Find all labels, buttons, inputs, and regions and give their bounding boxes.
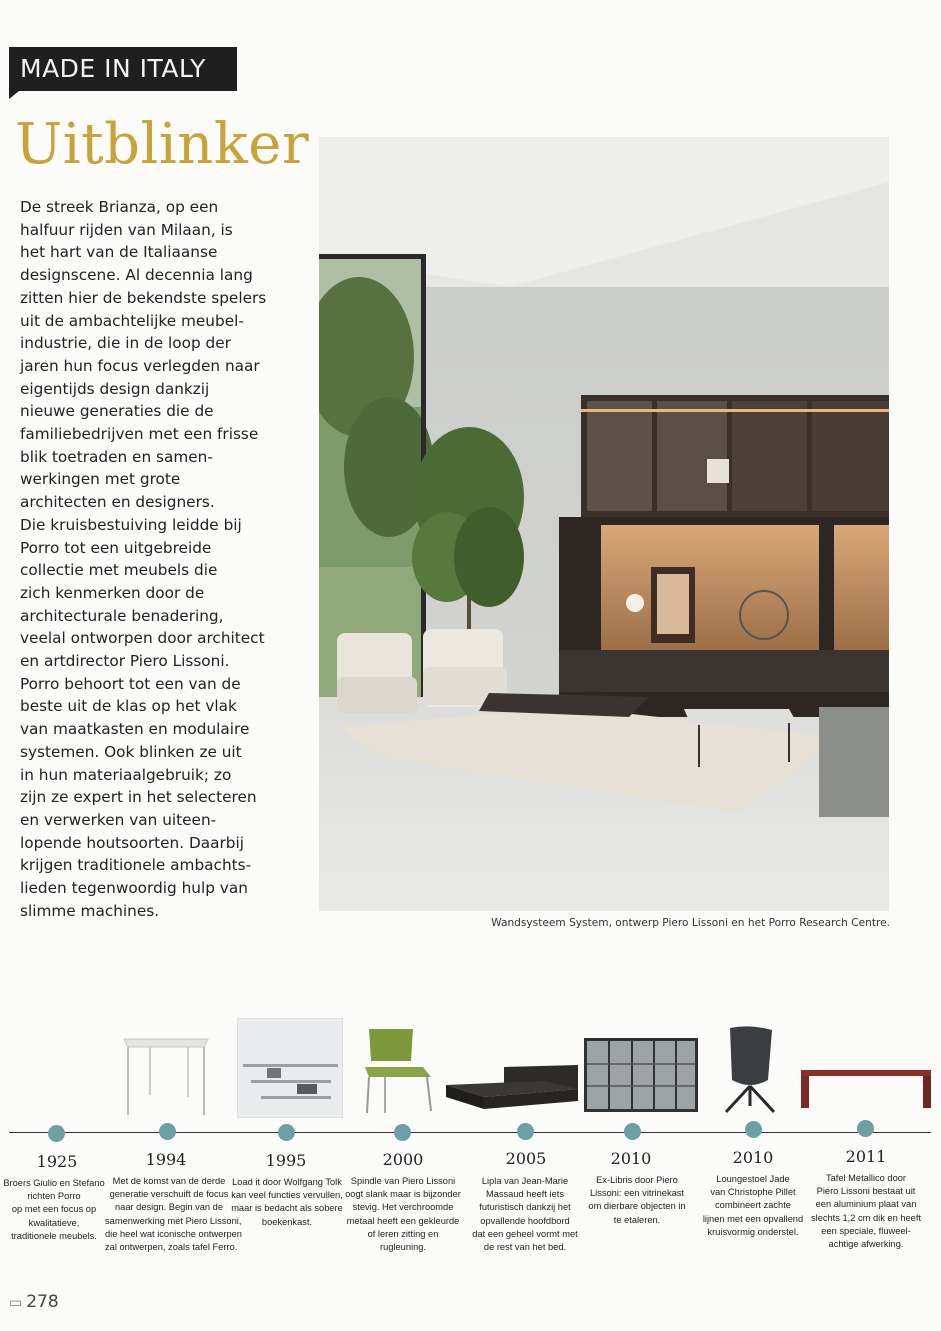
- interior-photo: [319, 137, 889, 911]
- timeline-desc-line: stevig. Het verchroomde: [352, 1202, 454, 1213]
- timeline-description: [802, 1172, 930, 1251]
- timeline-description: [0, 1177, 118, 1243]
- timeline-desc-line: slechts 1,2 cm dik en heeft: [810, 1212, 922, 1223]
- body-line: Die kruisbestuiving leidde bij: [20, 515, 242, 534]
- timeline-desc-line: richten Porro: [27, 1191, 81, 1202]
- body-line: architecturale benadering,: [20, 606, 224, 625]
- timeline-dot: [857, 1120, 874, 1137]
- timeline-year: 1925: [36, 1152, 78, 1171]
- timeline-year: 1994: [145, 1150, 187, 1169]
- timeline-desc-line: oogt slank maar is bijzonder: [345, 1189, 461, 1200]
- timeline-description: [461, 1175, 589, 1254]
- page-number: 278: [26, 1292, 59, 1312]
- timeline-desc-line: zal ontwerpen, zoals tafel Ferro.: [105, 1242, 238, 1253]
- body-line: systemen. Ook blinken ze uit: [20, 742, 242, 761]
- timeline-desc-line: metaal heeft een gekleurde: [346, 1215, 460, 1226]
- page-footer: [9, 1292, 59, 1312]
- body-line: jaren hun focus verlegden naar: [20, 356, 260, 375]
- timeline-desc-line: rugleuning.: [379, 1242, 426, 1253]
- timeline-desc-line: Load it door Wolfgang Tolk: [232, 1177, 342, 1187]
- timeline-desc-line: Piero Lissoni bestaat uit: [816, 1186, 916, 1197]
- body-line: beste uit de klas op het vlak: [20, 697, 237, 716]
- timeline-desc-line: een aluminium plaat van: [815, 1199, 917, 1210]
- timeline-desc-line: Lipla van Jean-Marie: [481, 1176, 569, 1186]
- body-line: slimme machines.: [20, 901, 160, 920]
- timeline-dot: [517, 1123, 534, 1140]
- timeline-desc-line: van Christophe Pillet: [710, 1187, 796, 1198]
- timeline-description: [339, 1175, 467, 1254]
- timeline-desc-line: opvallende hoofdbord: [480, 1215, 570, 1226]
- timeline-desc-line: of leren zitting en: [367, 1228, 439, 1239]
- timeline-desc-line: Massaud heeft iets: [485, 1189, 565, 1200]
- article-title: Uitblinker: [15, 112, 310, 177]
- body-line: designscene. Al decennia lang: [20, 266, 253, 285]
- timeline-dot: [394, 1124, 411, 1141]
- timeline-desc-line: traditionele meubels.: [11, 1230, 97, 1241]
- timeline-dot: [48, 1125, 65, 1142]
- timeline-desc-line: Tafel Metallico door: [825, 1173, 907, 1183]
- timeline-desc-line: maar is bedacht als sobere: [231, 1203, 343, 1214]
- timeline-desc-line: combineert zachte: [715, 1200, 791, 1211]
- timeline-dot: [624, 1123, 641, 1140]
- body-line: architecten en designers.: [20, 493, 215, 512]
- timeline-desc-line: de rest van het bed.: [483, 1242, 567, 1253]
- timeline-desc-line: generatie verschuift de focus: [109, 1189, 229, 1200]
- timeline-year: 2010: [732, 1148, 774, 1167]
- timeline-desc-line: te etaleren.: [613, 1214, 661, 1225]
- timeline-description: [105, 1175, 242, 1254]
- timeline-dot: [278, 1124, 295, 1141]
- body-line: zitten hier de bekendste spelers: [20, 288, 267, 307]
- timeline-description: [689, 1173, 817, 1239]
- timeline-axis: [9, 1132, 931, 1133]
- body-line: en artdirector Piero Lissoni.: [20, 652, 230, 671]
- body-line: eigentijds design dankzij: [20, 379, 210, 398]
- timeline-desc-line: kruisvormig onderstel.: [707, 1226, 799, 1237]
- timeline-desc-line: boekenkast.: [261, 1216, 313, 1227]
- timeline-desc-line: Lissoni: een vitrinekast: [589, 1188, 685, 1199]
- body-line: werkingen met grote: [20, 470, 181, 489]
- body-line: lieden tegenwoordig hulp van: [20, 879, 248, 898]
- timeline-desc-line: Met de komst van de derde: [112, 1176, 226, 1186]
- timeline-desc-line: samenwerking met Piero Lissoni,: [105, 1215, 242, 1226]
- body-line: zich kenmerken door de: [20, 583, 205, 602]
- timeline-desc-line: Loungestoel Jade: [716, 1174, 790, 1184]
- article-body: [20, 196, 310, 923]
- timeline-desc-line: kwalitatieve,: [28, 1217, 80, 1228]
- body-line: industrie, die in de loop der: [20, 334, 231, 353]
- body-line: veelal ontworpen door architect: [20, 629, 265, 648]
- timeline-desc-line: Ex-Libris door Piero: [596, 1175, 678, 1185]
- magazine-logo-icon: ▭: [9, 1295, 23, 1311]
- table-ferro-image: [120, 1025, 212, 1117]
- timeline-desc-line: om dierbare objecten in: [588, 1201, 686, 1212]
- body-line: lopende houtsoorten. Daarbij: [20, 833, 244, 852]
- body-line: van maatkasten en modulaire: [20, 720, 250, 739]
- interior-illustration: [319, 137, 889, 911]
- body-line: in hun materiaalgebruik; zo: [20, 765, 232, 784]
- timeline-description: [223, 1176, 351, 1229]
- body-line: nieuwe generaties die de: [20, 402, 214, 421]
- timeline-dot: [745, 1121, 762, 1138]
- timeline-year: 2011: [845, 1147, 887, 1166]
- body-line: De streek Brianza, op een: [20, 198, 219, 216]
- body-line: familiebedrijven met een frisse: [20, 425, 259, 444]
- timeline-desc-line: op met een focus op: [11, 1204, 97, 1215]
- timeline-desc-line: futuristisch dankzij het: [479, 1202, 571, 1213]
- timeline-year: 2005: [505, 1149, 547, 1168]
- timeline-desc-line: kan veel functies vervullen,: [231, 1190, 343, 1201]
- timeline-desc-line: achtige afwerking.: [828, 1239, 904, 1250]
- body-line: het hart van de Italiaanse: [20, 243, 218, 262]
- timeline-year: 1995: [265, 1151, 307, 1170]
- body-line: en verwerken van uiteen-: [20, 810, 217, 829]
- timeline-desc-line: een speciale, fluweel-: [821, 1225, 911, 1236]
- body-line: blik toetraden en samen-: [20, 447, 213, 466]
- timeline-desc-line: die heel wat iconische ontwerpen: [105, 1228, 242, 1239]
- timeline-description: [573, 1174, 701, 1227]
- timeline-year: 2010: [610, 1149, 652, 1168]
- timeline-desc-line: Broers Giulio en Stefano: [3, 1178, 105, 1188]
- body-line: zijn ze expert in het selecteren: [20, 788, 257, 807]
- timeline-desc-line: naar design. Begin van de: [114, 1202, 224, 1213]
- body-line: collectie met meubels die: [20, 561, 218, 580]
- timeline-year: 2000: [382, 1150, 424, 1169]
- timeline-desc-line: dat een geheel vormt met: [472, 1228, 578, 1239]
- section-banner: MADE IN ITALY: [9, 47, 237, 91]
- vitrine-ex-libris-image: [584, 1038, 698, 1112]
- body-line: Porro behoort tot een van de: [20, 674, 241, 693]
- timeline-desc-line: lijnen met een opvallend: [702, 1213, 804, 1224]
- body-line: Porro tot een uitgebreide: [20, 538, 212, 557]
- bed-lipla-image: [444, 1063, 580, 1111]
- body-line: uit de ambachtelijke meubel-: [20, 311, 244, 330]
- banner-tail-decoration: [9, 91, 19, 99]
- timeline-desc-line: Spindle van Piero Lissoni: [350, 1176, 456, 1186]
- body-line: krijgen traditionele ambachts-: [20, 856, 252, 875]
- bookcase-load-it-image: [237, 1018, 343, 1118]
- chair-spindle-image: [361, 1027, 435, 1115]
- photo-caption: Wandsysteem System, ontwerp Piero Lissoni en het Porro Research Centre.: [491, 917, 890, 929]
- body-line: halfuur rijden van Milaan, is: [20, 220, 233, 239]
- lounge-chair-jade-image: [720, 1024, 780, 1114]
- table-metallico-image: [799, 1068, 933, 1110]
- timeline-dot: [159, 1123, 176, 1140]
